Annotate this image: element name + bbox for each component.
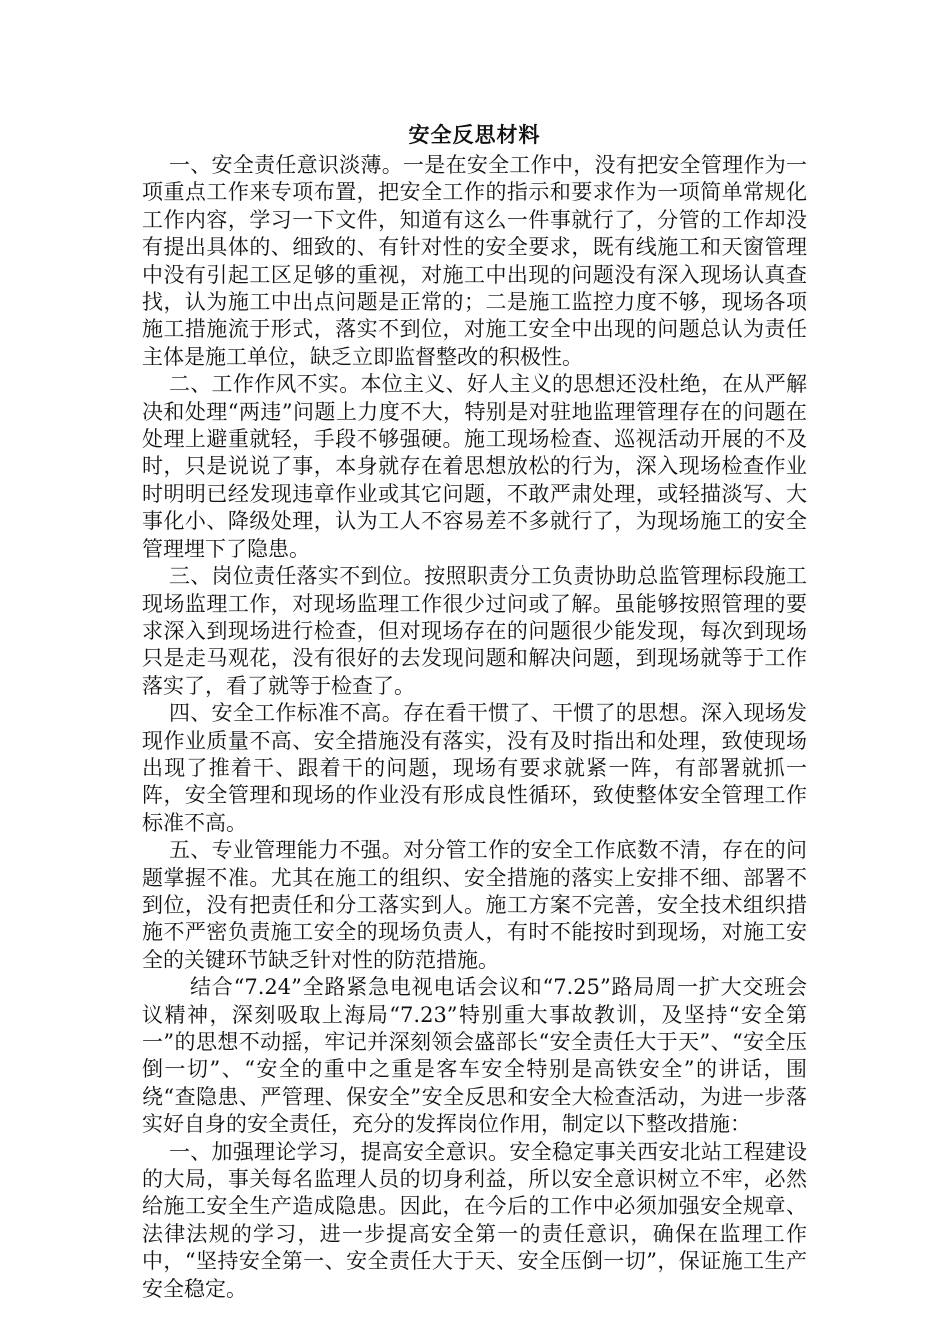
paragraph-work-style: 二、工作作风不实。本位主义、好人主义的思想还没杜绝，在从严解决和处理“两违”问题上力度不大，特别是对驻地监理管理存在的问题在处理上避重就轻，手段不够强硬。施工现场检查、巡视活动开展的不及时，只是说说了事，本身就存在着思想放松的行为，深入现场检查作业时明明已经发现违章作业或其它问题，不敢严肃处理，或轻描淡写、大事化小、降级处理，认为工人不容易差不多就行了，为现场施工的安全管理埋下了隐患。 xyxy=(142,372,807,561)
paragraph-responsibility-awareness: 一、安全责任意识淡薄。一是在安全工作中，没有把安全管理作为一项重点工作来专项布置，把安全工作的指示和要求作为一项简单常规化工作内容，学习一下文件，知道有这么一件事就行了，分管的工作却没有提出具体的、细致的、有针对性的安全要求，既有线施工和天窗管理中没有引起工区足够的重视，对施工中出现的问题没有深入现场认真查找，认为施工中出点问题是正常的；二是施工监控力度不够，现场各项施工措施流于形式，落实不到位，对施工安全中出现的问题总认为责任主体是施工单位，缺乏立即监督整改的积极性。 xyxy=(142,153,807,369)
paragraph-post-responsibility: 三、岗位责任落实不到位。按照职责分工负责协助总监管理标段施工现场监理工作，对现场监理工作很少过问或了解。虽能够按照管理的要求深入到现场进行检查，但对现场存在的问题很少能发现，每次到现场只是走马观花，没有很好的去发现问题和解决问题，到现场就等于工作落实了，看了就等于检查了。 xyxy=(142,564,807,698)
document-title: 安全反思材料 xyxy=(408,122,541,147)
paragraph-work-standard: 四、安全工作标准不高。存在看干惯了、干惯了的思想。深入现场发现作业质量不高、安全措施没有落实，没有及时指出和处理，致使现场出现了推着干、跟着干的问题，现场有要求就紧一阵，有部署就抓一阵，安全管理和现场的作业没有形成良性循环，致使整体安全管理工作标准不高。 xyxy=(142,701,807,835)
document-body xyxy=(142,118,807,1303)
paragraph-rectification-intro: 结合“7.24”全路紧急电视电话会议和“7.25”路局周一扩大交班会议精神，深刻吸取上海局“7.23”特别重大事故教训，及坚持“安全第一”的思想不动摇，牢记并深刻领会盛部长“安全责任大于天”、“安全压倒一切”、“安全的重中之重是客车安全特别是高铁安全”的讲话，围绕“查隐患、严管理、保安全”安全反思和安全大检查活动，为进一步落实好自身的安全责任，充分的发挥岗位作用，制定以下整改措施： xyxy=(142,975,807,1137)
paragraph-strengthen-study: 一、加强理论学习，提高安全意识。安全稳定事关西安北站工程建设的大局，事关每名监理人员的切身利益，所以安全意识树立不牢，必然给施工安全生产造成隐患。因此，在今后的工作中必须加强安全规章、法律法规的学习，进一步提高安全第一的责任意识，确保在监理工作中，“坚持安全第一、安全责任大于天、安全压倒一切”，保证施工生产安全稳定。 xyxy=(142,1139,807,1301)
paragraph-management-ability: 五、专业管理能力不强。对分管工作的安全工作底数不清，存在的问题掌握不准。尤其在施工的组织、安全措施的落实上安排不细、部署不到位，没有把责任和分工落实到人。施工方案不完善，安全技术组织措施不严密负责施工安全的现场负责人，有时不能按时到现场，对施工安全的关键环节缺乏针对性的防范措施。 xyxy=(142,838,807,972)
